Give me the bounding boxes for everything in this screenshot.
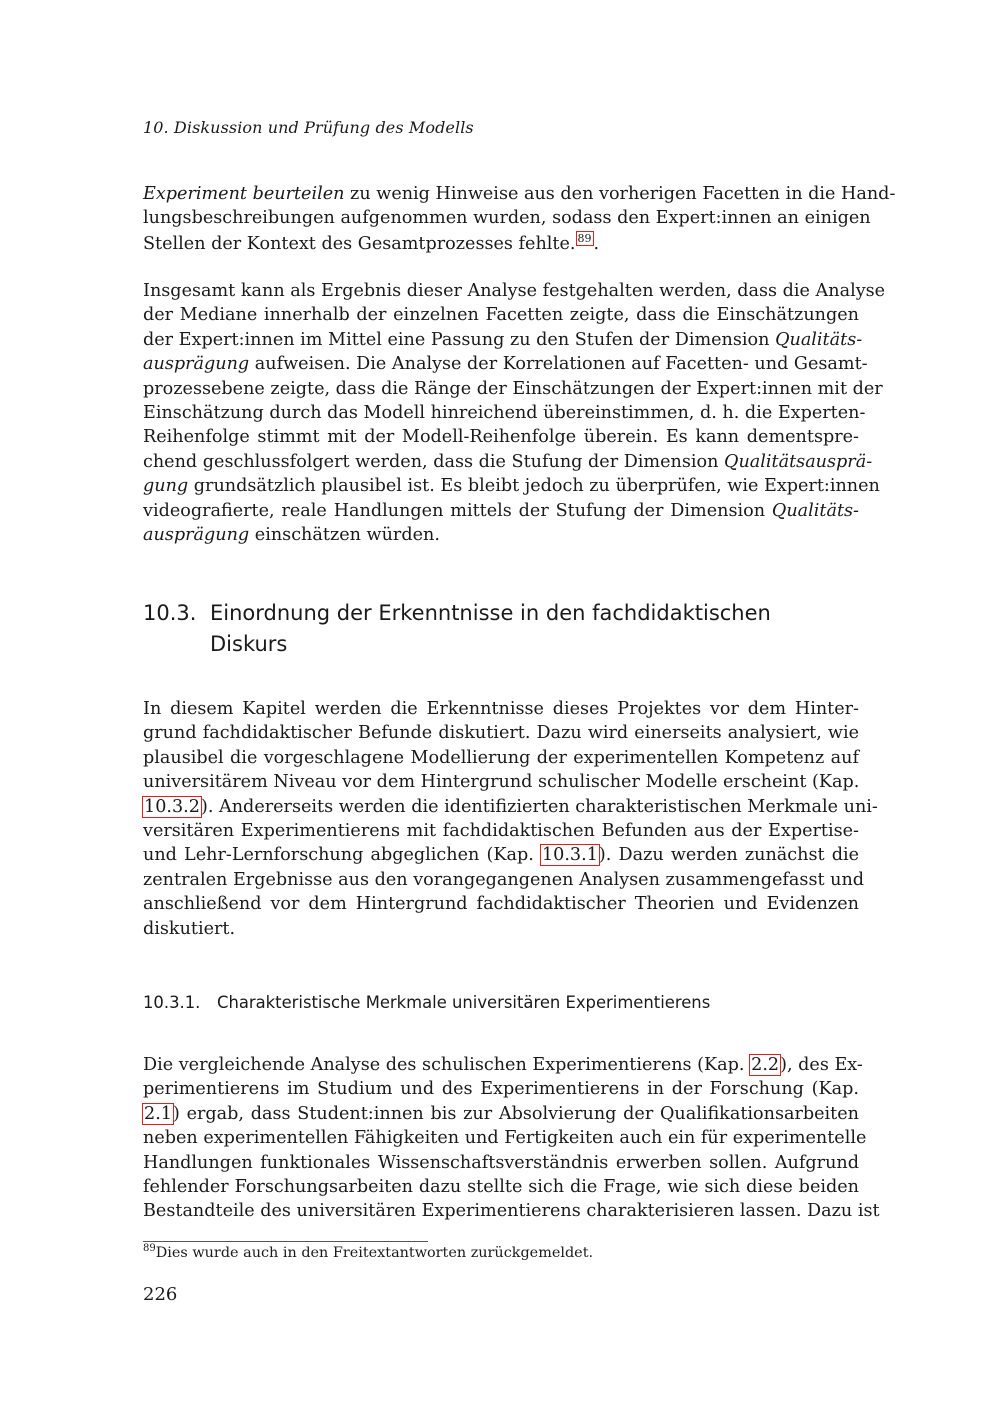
text-line: chend geschlussfolgert werden, dass die Stufung der Dimension Qualitätsausprä- <box>143 451 873 472</box>
text-line: universitärem Niveau vor dem Hintergrund schulischer Modelle erscheint (Kap. <box>143 772 860 793</box>
text-line: Bestandteile des universitären Experimentierens charakterisieren lassen. Dazu ist <box>143 1201 880 1222</box>
text-line: perimentierens im Studium und des Experimentierens in der Forschung (Kap. <box>143 1079 859 1100</box>
text-line: und Lehr-Lernforschung abgeglichen (Kap. 10.3.1). Dazu werden zunächst die <box>143 845 859 866</box>
footnote-text: Dies wurde auch in den Freitextantworten zurückgemeldet. <box>155 1245 594 1261</box>
footnote-divider <box>143 1241 428 1242</box>
section-title-line2: Diskurs <box>210 632 288 656</box>
text-line: In diesem Kapitel werden die Erkenntnisse dieses Projektes vor dem Hinter- <box>143 699 859 719</box>
text-line: ausprägung einschätzen würden. <box>143 524 440 545</box>
text-line: Reihenfolge stimmt mit der Modell-Reihenfolge überein. Es kann dementspre- <box>143 427 859 448</box>
running-header: 10. Diskussion und Prüfung des Modells <box>143 118 474 137</box>
italic-term: Experiment beurteilen <box>143 184 345 204</box>
section-heading <box>143 598 850 660</box>
paragraph-analysis <box>143 1053 880 1224</box>
text-line: Die vergleichende Analyse des schulischen Experimentierens (Kap. 2.2), des Ex- <box>143 1055 863 1075</box>
text-line: Insgesamt kann als Ergebnis dieser Analyse festgehalten werden, dass die Analyse <box>143 281 886 301</box>
text-line: fehlender Forschungsarbeiten dazu stellte sich die Frage, wie sich diese beiden <box>143 1176 859 1197</box>
text-line: neben experimentellen Fähigkeiten und Fertigkeiten auch ein für experimentelle <box>143 1128 867 1149</box>
page-number: 226 <box>143 1284 178 1305</box>
paragraph-intro <box>143 697 878 941</box>
footnote-number: 89 <box>143 1243 156 1254</box>
text-line: videografierte, reale Handlungen mittels der Stufung der Dimension Qualitäts- <box>143 500 859 521</box>
paragraph-summary <box>143 279 886 547</box>
text-line: der Mediane innerhalb der einzelnen Facetten zeigte, dass die Einschätzungen <box>143 305 859 326</box>
text-line: grund fachdidaktischer Befunde diskutiert. Dazu wird einerseits analysiert, wie <box>143 723 859 744</box>
text-line: versitären Experimentierens mit fachdidaktischen Befunden aus der Expertise- <box>143 820 859 841</box>
text-line: Einschätzung durch das Modell hinreichend übereinstimmen, d. h. die Experten- <box>143 402 866 423</box>
text-line: zentralen Ergebnisse aus den vorangegangenen Analysen zusammengefasst und <box>143 869 865 890</box>
text-line: der Expert:innen im Mittel eine Passung zu den Stufen der Dimension Qualitäts- <box>143 329 863 350</box>
subsection-number: 10.3.1. <box>143 993 201 1012</box>
chapter-ref-link[interactable]: 2.1 <box>144 1103 172 1124</box>
footnote-ref-link[interactable]: 89 <box>577 231 592 245</box>
footnote <box>143 1243 593 1263</box>
chapter-ref-link[interactable]: 2.2 <box>751 1055 780 1075</box>
chapter-ref-link[interactable]: 10.3.1 <box>541 845 598 866</box>
subsection-title: Charakteristische Merkmale universitären Experimentierens <box>217 993 711 1012</box>
chapter-ref-link[interactable]: 10.3.2 <box>144 796 200 817</box>
section-number: 10.3. <box>143 601 197 625</box>
text-line: prozessebene zeigte, dass die Ränge der Einschätzungen der Expert:innen mit der <box>143 378 883 399</box>
text-line: ausprägung aufweisen. Die Analyse der Korrelationen auf Facetten- und Gesamt- <box>143 354 868 375</box>
text-line: Stellen der Kontext des Gesamtprozesses fehlte. 89 . <box>143 231 600 254</box>
paragraph-continuation <box>143 182 896 255</box>
text-line: gung grundsätzlich plausibel ist. Es bleibt jedoch zu überprüfen, wie Expert:innen <box>143 476 880 497</box>
text-line: 2.1) ergab, dass Student:innen bis zur Absolvierung der Qualifikationsarbeiten <box>144 1103 859 1124</box>
text-line: lungsbeschreibungen aufgenommen wurden, sodass den Expert:innen an einigen <box>143 208 871 229</box>
text-line: anschließend vor dem Hintergrund fachdidaktischer Theorien und Evidenzen <box>143 894 859 915</box>
text-line: diskutiert. <box>143 918 236 939</box>
text-line: Experiment beurteilen zu wenig Hinweise aus den vorherigen Facetten in die Hand- <box>143 184 896 204</box>
text-line: Handlungen funktionales Wissenschaftsverständnis erwerben sollen. Aufgrund <box>143 1152 859 1173</box>
text-line: 10.3.2). Andererseits werden die identifizierten charakteristischen Merkmale uni- <box>144 796 878 817</box>
subsection-heading <box>143 992 710 1014</box>
text-line: plausibel die vorgeschlagene Modellierung der experimentellen Kompetenz auf <box>143 747 859 768</box>
section-title-line1: Einordnung der Erkenntnisse in den fachdidaktischen <box>210 601 771 625</box>
